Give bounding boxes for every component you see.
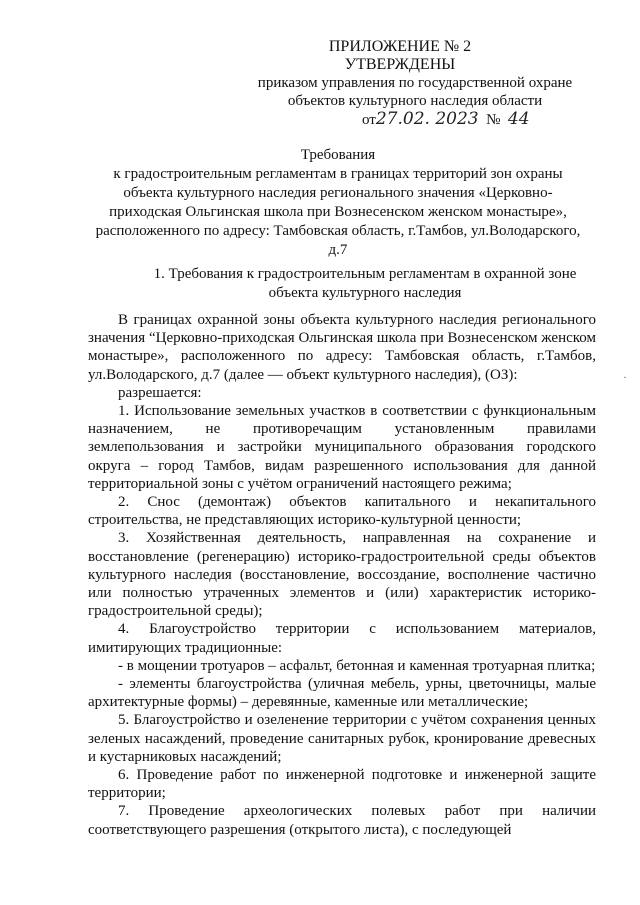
paragraph: - в мощении тротуаров – асфальт, бетонная и каменная тротуарная плитка; — [118, 657, 596, 674]
document-body — [88, 311, 596, 839]
section-line-1: 1. Требования к градостроительным регламентам в охранной зоне — [153, 266, 577, 282]
paragraph: 6. Проведение работ по инженерной подготовке и инженерной защите территории; — [88, 767, 596, 802]
section-heading — [130, 265, 600, 303]
title-line-1: Требования — [300, 147, 376, 163]
paragraph: 1. Использование земельных участков в соответствии с функциональным назначением, не противоречащим установленным правилами землепользования и застройки муниципального образования городского округа – город Тамбов, видам разрешенного использования для данной территориальной зоны с учётом ограничений настоящего режима; — [88, 403, 596, 492]
order-reference — [240, 74, 590, 110]
paragraph: В границах охранной зоны объекта культурного наследия регионального значения “Церковно-приходская Ольгинская школа при Вознесенском женском монастыре», расположенного по адресу: Тамбовская область, г.Тамбов, ул.Володарского, д.7 (далее — объект культурного наследия), (ОЗ): — [88, 312, 596, 383]
title-line-2: к градостроительным регламентам в границах территорий зон охраны — [113, 166, 563, 182]
document-title — [88, 146, 588, 260]
title-line-5: расположенного по адресу: Тамбовская область, г.Тамбов, ул.Володарского, — [95, 223, 581, 239]
paragraph: - элементы благоустройства (уличная мебель, урны, цветочницы, малые архитектурные формы) – деревянные, каменные или металлические; — [88, 676, 596, 711]
margin-mark: · — [623, 370, 627, 384]
paragraph: 2. Снос (демонтаж) объектов капитального и некапитального строительства, не представляющих историко-культурной ценности; — [88, 494, 596, 529]
paragraph: 5. Благоустройство и озеленение территории с учётом сохранения ценных зеленых насаждений, проведение санитарных рубок, кронирование древесных и кустарниковых насаждений; — [88, 712, 596, 765]
order-from: от — [362, 112, 376, 128]
order-date: 27.02. 2023 — [375, 109, 479, 129]
paragraph: 7. Проведение археологических полевых работ при наличии соответствующего разрешения (открытого листа), с последующей — [88, 803, 596, 838]
order-line-1: приказом управления по государственной охране — [257, 75, 573, 91]
title-line-3: объекта культурного наследия регионального значения «Церковно- — [123, 185, 553, 201]
appendix-header — [250, 38, 550, 74]
order-number: 44 — [507, 109, 530, 129]
title-line-6: д.7 — [328, 242, 348, 258]
title-line-4: приходская Ольгинская школа при Вознесенском женском монастыре», — [109, 204, 567, 220]
order-line-2: объектов культурного наследия области — [287, 93, 543, 109]
order-number-sign: № — [486, 112, 501, 128]
appendix-number: ПРИЛОЖЕНИЕ № 2 — [328, 38, 472, 55]
order-date-number — [362, 110, 530, 129]
approved-label: УТВЕРЖДЕНЫ — [344, 56, 456, 73]
section-line-2: объекта культурного наследия — [268, 285, 462, 301]
paragraph: 3. Хозяйственная деятельность, направленная на сохранение и восстановление (регенерацию) историко-градостроительной среды объектов культурного наследия (восстановление, воссоздание, восполнение частично или полностью утраченных элементов и (или) характеристик историко-градостроительной среды); — [88, 530, 596, 620]
paragraph: разрешается: — [118, 384, 202, 401]
paragraph: 4. Благоустройство территории с использованием материалов, имитирующих традиционные: — [88, 621, 596, 656]
